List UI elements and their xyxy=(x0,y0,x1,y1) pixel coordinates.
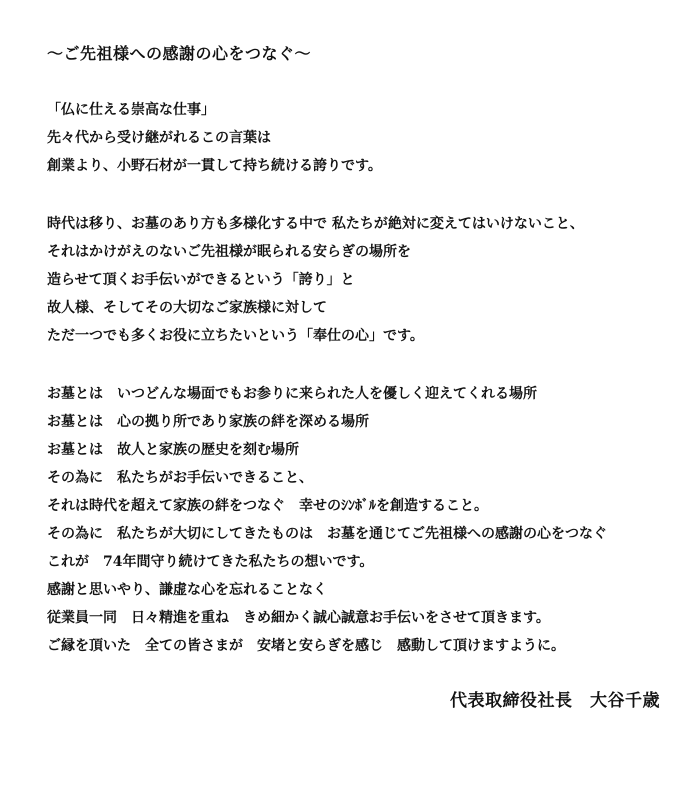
text-line: その為に 私たちがお手伝いできること、 xyxy=(47,470,313,486)
text-line: 創業より、小野石材が一貫して持ち続ける誇りです。 xyxy=(47,158,382,174)
text-line: お墓とは いつどんな場面でもお参りに来られた人を優しく迎えてくれる場所 xyxy=(47,386,537,402)
paragraph-grave-meaning xyxy=(47,380,687,660)
paragraph-pride xyxy=(47,96,687,180)
text-line: 先々代から受け継がれるこの言葉は xyxy=(47,130,271,146)
text-line: 「仏に仕える崇高な仕事」 xyxy=(47,102,215,118)
text-line: 造らせて頂くお手伝いができるという「誇り」と xyxy=(47,272,355,288)
text-line: それはかけがえのないご先祖様が眠られる安らぎの場所を xyxy=(47,244,411,260)
text-line: お墓とは 故人と家族の歴史を刻む場所 xyxy=(47,442,299,458)
text-line: これが 74年間守り続けてきた私たちの想いです。 xyxy=(47,554,374,570)
text-line: それは時代を超えて家族の絆をつなぐ 幸せのｼﾝﾎﾞﾙを創造すること。 xyxy=(47,498,488,514)
text-line: 故人様、そしてその大切なご家族様に対して xyxy=(47,300,327,316)
text-line: 感謝と思いやり、謙虚な心を忘れることなく xyxy=(47,582,327,598)
page-title: ～ご先祖様への感謝の心をつなぐ～ xyxy=(47,44,312,63)
text-line: 従業員一同 日々精進を重ね きめ細かく誠心誠意お手伝いをさせて頂きます。 xyxy=(47,610,550,626)
text-line: 時代は移り、お墓のあり方も多様化する中で 私たちが絶対に変えてはいけないこと、 xyxy=(47,216,584,232)
text-line: その為に 私たちが大切にしてきたものは お墓を通じてご先祖様への感謝の心をつなぐ xyxy=(47,526,607,542)
text-line: ただ一つでも多くお役に立ちたいという「奉仕の心」です。 xyxy=(47,328,424,344)
text-line: お墓とは 心の拠り所であり家族の絆を深める場所 xyxy=(47,414,369,430)
president-signature: 代表取締役社長 大谷千歳 xyxy=(450,691,660,711)
paragraph-service xyxy=(47,210,687,350)
text-line: ご縁を頂いた 全ての皆さまが 安堵と安らぎを感じ 感動して頂けますように。 xyxy=(47,638,565,654)
